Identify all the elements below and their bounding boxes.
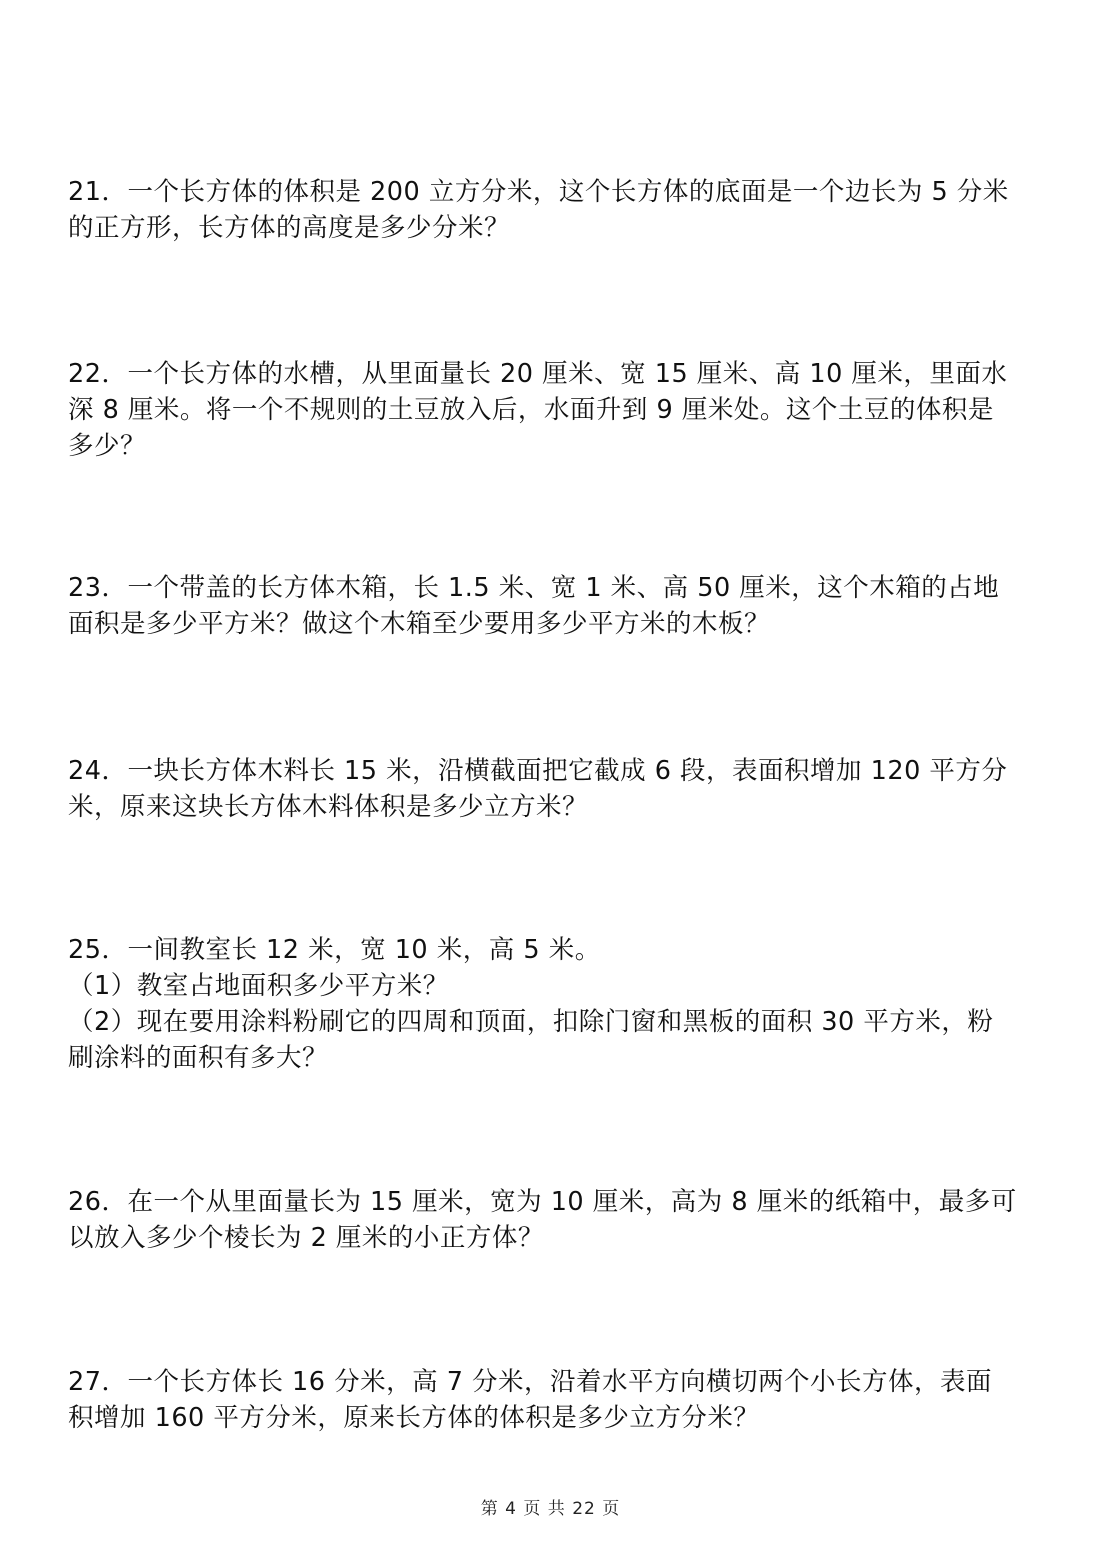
problem-23 [68,570,1038,642]
problem-line: 27．一个长方体长 16 分米，高 7 分米，沿着水平方向横切两个小长方体，表面 [68,1367,993,1397]
problem-21 [68,174,1038,246]
problem-line: 面积是多少平方米？做这个木箱至少要用多少平方米的木板？ [68,609,771,639]
problem-line: 刷涂料的面积有多大？ [68,1043,329,1073]
problem-22 [68,356,1038,464]
problem-line: 25．一间教室长 12 米，宽 10 米，高 5 米。 [68,935,601,965]
problem-line: 22．一个长方体的水槽，从里面量长 20 厘米、宽 15 厘米、高 10 厘米，里面水 [68,359,1008,389]
problem-line: 21．一个长方体的体积是 200 立方分米，这个长方体的底面是一个边长为 5 分米 [68,177,1009,207]
problem-line: 的正方形，长方体的高度是多少分米？ [68,213,511,243]
problem-line: 积增加 160 平方分米，原来长方体的体积是多少立方分米？ [68,1403,760,1433]
problem-27 [68,1364,1038,1436]
problem-line: 深 8 厘米。将一个不规则的土豆放入后，水面升到 9 厘米处。这个土豆的体积是 [68,395,994,425]
problem-line: 24．一块长方体木料长 15 米，沿横截面把它截成 6 段，表面积增加 120 平方分 [68,756,1008,786]
problem-line: 以放入多少个棱长为 2 厘米的小正方体？ [68,1223,544,1253]
problem-line: 23．一个带盖的长方体木箱，长 1.5 米、宽 1 米、高 50 厘米，这个木箱的占地 [68,573,1000,603]
problem-25 [68,932,1038,1076]
problem-line: 多少？ [68,431,147,461]
problem-line: 米，原来这块长方体木料体积是多少立方米？ [68,792,589,822]
problem-subquestion: （2）现在要用涂料粉刷它的四周和顶面，扣除门窗和黑板的面积 30 平方米，粉 [68,1007,994,1037]
problem-subquestion: （1）教室占地面积多少平方米？ [68,971,449,1001]
problem-24 [68,753,1038,825]
problem-line: 26．在一个从里面量长为 15 厘米，宽为 10 厘米，高为 8 厘米的纸箱中，最多可 [68,1187,1017,1217]
problem-26 [68,1184,1038,1256]
page-footer: 第 4 页 共 22 页 [480,1499,621,1519]
